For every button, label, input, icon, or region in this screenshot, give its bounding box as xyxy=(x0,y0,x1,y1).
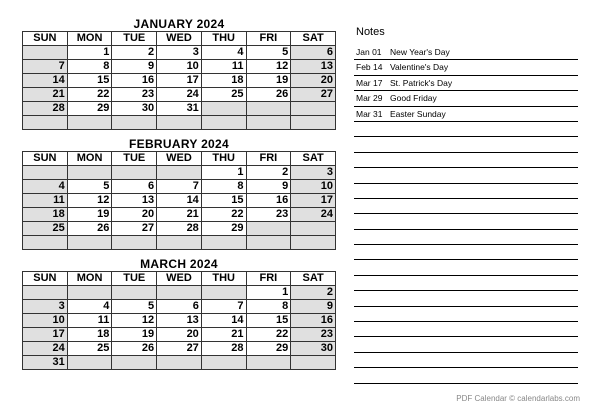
day-header: FRI xyxy=(246,272,291,286)
day-cell: 31 xyxy=(157,102,202,116)
day-cell: 29 xyxy=(67,102,112,116)
day-cell: 10 xyxy=(23,314,68,328)
day-cell: 22 xyxy=(246,328,291,342)
note-entry xyxy=(354,60,578,75)
day-cell: 1 xyxy=(67,46,112,60)
day-header: TUE xyxy=(112,32,157,46)
note-date: Feb 14 xyxy=(356,62,383,73)
day-cell: 22 xyxy=(201,208,246,222)
day-cell: 29 xyxy=(201,222,246,236)
note-text: Good Friday xyxy=(390,93,437,104)
day-cell: 11 xyxy=(67,314,112,328)
day-cell: 28 xyxy=(157,222,202,236)
day-cell: 8 xyxy=(246,300,291,314)
day-header: TUE xyxy=(112,272,157,286)
day-cell: 18 xyxy=(67,328,112,342)
note-entry xyxy=(354,76,578,91)
day-cell: 9 xyxy=(291,300,336,314)
day-cell: 14 xyxy=(23,74,68,88)
day-cell: 13 xyxy=(157,314,202,328)
day-cell: 16 xyxy=(246,194,291,208)
week-row xyxy=(23,314,336,328)
day-cell: 4 xyxy=(201,46,246,60)
day-cell: 2 xyxy=(112,46,157,60)
day-cell: 23 xyxy=(246,208,291,222)
empty-cell xyxy=(157,236,202,250)
week-row xyxy=(23,166,336,180)
empty-cell xyxy=(291,116,336,130)
empty-cell xyxy=(291,102,336,116)
day-cell: 13 xyxy=(112,194,157,208)
empty-cell xyxy=(291,356,336,370)
day-cell: 18 xyxy=(201,74,246,88)
empty-cell xyxy=(201,286,246,300)
note-blank-line xyxy=(354,122,578,137)
note-text: New Year's Day xyxy=(390,47,450,57)
note-blank-line xyxy=(354,153,578,168)
empty-cell xyxy=(157,356,202,370)
day-cell: 21 xyxy=(23,88,68,102)
day-cell: 16 xyxy=(291,314,336,328)
empty-cell xyxy=(23,286,68,300)
day-cell: 14 xyxy=(201,314,246,328)
day-cell: 15 xyxy=(201,194,246,208)
day-cell: 23 xyxy=(112,88,157,102)
empty-cell xyxy=(67,166,112,180)
day-cell: 3 xyxy=(157,46,202,60)
week-row xyxy=(23,102,336,116)
note-blank-line xyxy=(354,168,578,183)
day-cell: 6 xyxy=(112,180,157,194)
week-row xyxy=(23,286,336,300)
note-blank-line xyxy=(354,307,578,322)
day-cell: 24 xyxy=(291,208,336,222)
day-cell: 21 xyxy=(201,328,246,342)
note-date: Mar 31 xyxy=(356,108,383,119)
note-text: Easter Sunday xyxy=(390,108,446,119)
day-cell: 9 xyxy=(112,60,157,74)
note-entry xyxy=(354,91,578,106)
empty-cell xyxy=(291,236,336,250)
day-header: MON xyxy=(67,272,112,286)
day-cell: 15 xyxy=(67,74,112,88)
day-cell: 9 xyxy=(246,180,291,194)
week-row xyxy=(23,116,336,130)
week-row xyxy=(23,88,336,102)
empty-cell xyxy=(246,116,291,130)
empty-cell xyxy=(157,286,202,300)
note-text: Valentine's Day xyxy=(390,62,449,73)
notes-list xyxy=(354,45,578,384)
day-cell: 11 xyxy=(23,194,68,208)
note-blank-line xyxy=(354,137,578,152)
empty-cell xyxy=(23,46,68,60)
day-cell: 16 xyxy=(112,74,157,88)
day-header: WED xyxy=(157,152,202,166)
day-cell: 5 xyxy=(112,300,157,314)
day-header: TUE xyxy=(112,152,157,166)
footer-credit: PDF Calendar © calendarlabs.com xyxy=(456,394,580,403)
week-row xyxy=(23,180,336,194)
day-cell: 22 xyxy=(67,88,112,102)
day-header: WED xyxy=(157,272,202,286)
day-header: SUN xyxy=(23,32,68,46)
day-header: SAT xyxy=(291,272,336,286)
note-blank-line xyxy=(354,230,578,245)
empty-cell xyxy=(112,236,157,250)
day-cell: 19 xyxy=(67,208,112,222)
note-blank-line xyxy=(354,199,578,214)
week-row xyxy=(23,208,336,222)
day-cell: 7 xyxy=(157,180,202,194)
note-blank-line xyxy=(354,214,578,229)
day-cell: 7 xyxy=(23,60,68,74)
day-header: SUN xyxy=(23,152,68,166)
note-blank-line xyxy=(354,291,578,306)
empty-cell xyxy=(201,116,246,130)
note-date: Jan 01 xyxy=(356,47,382,57)
day-cell: 12 xyxy=(112,314,157,328)
day-header: SAT xyxy=(291,32,336,46)
day-header: MON xyxy=(67,32,112,46)
day-cell: 28 xyxy=(23,102,68,116)
empty-cell xyxy=(201,356,246,370)
month-grid xyxy=(22,271,336,370)
week-row xyxy=(23,300,336,314)
day-cell: 1 xyxy=(201,166,246,180)
day-cell: 8 xyxy=(201,180,246,194)
day-cell: 24 xyxy=(23,342,68,356)
day-cell: 10 xyxy=(291,180,336,194)
calendar-january xyxy=(22,17,336,130)
day-cell: 31 xyxy=(23,356,68,370)
day-cell: 27 xyxy=(112,222,157,236)
day-cell: 4 xyxy=(23,180,68,194)
day-cell: 25 xyxy=(23,222,68,236)
day-cell: 23 xyxy=(291,328,336,342)
day-cell: 3 xyxy=(291,166,336,180)
calendar-february xyxy=(22,137,336,250)
day-cell: 30 xyxy=(112,102,157,116)
note-blank-line xyxy=(354,353,578,368)
day-cell: 19 xyxy=(246,74,291,88)
month-title: MARCH 2024 xyxy=(140,257,218,271)
week-row xyxy=(23,60,336,74)
month-grid xyxy=(22,151,336,250)
day-cell: 12 xyxy=(246,60,291,74)
day-cell: 19 xyxy=(112,328,157,342)
day-cell: 20 xyxy=(157,328,202,342)
day-cell: 2 xyxy=(246,166,291,180)
week-row xyxy=(23,356,336,370)
empty-cell xyxy=(23,116,68,130)
empty-cell xyxy=(112,166,157,180)
note-entry xyxy=(354,107,578,122)
day-cell: 28 xyxy=(201,342,246,356)
day-cell: 17 xyxy=(157,74,202,88)
empty-cell xyxy=(112,116,157,130)
empty-cell xyxy=(157,116,202,130)
empty-cell xyxy=(23,236,68,250)
day-cell: 21 xyxy=(157,208,202,222)
day-cell: 17 xyxy=(291,194,336,208)
day-header: SUN xyxy=(23,272,68,286)
day-header: THU xyxy=(201,272,246,286)
day-cell: 10 xyxy=(157,60,202,74)
day-header: FRI xyxy=(246,32,291,46)
day-header: FRI xyxy=(246,152,291,166)
day-cell: 18 xyxy=(23,208,68,222)
day-cell: 11 xyxy=(201,60,246,74)
empty-cell xyxy=(67,116,112,130)
day-cell: 14 xyxy=(157,194,202,208)
day-cell: 8 xyxy=(67,60,112,74)
day-cell: 26 xyxy=(67,222,112,236)
day-cell: 5 xyxy=(246,46,291,60)
note-blank-line xyxy=(354,322,578,337)
note-entry xyxy=(354,45,578,60)
day-cell: 13 xyxy=(291,60,336,74)
day-cell: 4 xyxy=(67,300,112,314)
note-blank-line xyxy=(354,276,578,291)
day-cell: 15 xyxy=(246,314,291,328)
day-cell: 29 xyxy=(246,342,291,356)
note-blank-line xyxy=(354,260,578,275)
week-row xyxy=(23,74,336,88)
empty-cell xyxy=(246,356,291,370)
day-cell: 27 xyxy=(157,342,202,356)
empty-cell xyxy=(246,222,291,236)
calendar-march xyxy=(22,257,336,370)
empty-cell xyxy=(67,286,112,300)
day-cell: 30 xyxy=(291,342,336,356)
note-blank-line xyxy=(354,184,578,199)
month-title: JANUARY 2024 xyxy=(133,17,225,31)
week-row xyxy=(23,46,336,60)
week-row xyxy=(23,236,336,250)
day-cell: 27 xyxy=(291,88,336,102)
month-grid xyxy=(22,31,336,130)
note-blank-line xyxy=(354,368,578,383)
day-cell: 17 xyxy=(23,328,68,342)
day-cell: 5 xyxy=(67,180,112,194)
day-cell: 12 xyxy=(67,194,112,208)
note-blank-line xyxy=(354,245,578,260)
day-header: THU xyxy=(201,32,246,46)
empty-cell xyxy=(201,102,246,116)
note-text: St. Patrick's Day xyxy=(390,77,453,88)
day-header: MON xyxy=(67,152,112,166)
note-date: Mar 17 xyxy=(356,77,383,88)
empty-cell xyxy=(112,356,157,370)
week-row xyxy=(23,194,336,208)
empty-cell xyxy=(112,286,157,300)
empty-cell xyxy=(157,166,202,180)
week-row xyxy=(23,222,336,236)
note-blank-line xyxy=(354,337,578,352)
empty-cell xyxy=(67,356,112,370)
day-cell: 25 xyxy=(201,88,246,102)
empty-cell xyxy=(23,166,68,180)
day-header: SAT xyxy=(291,152,336,166)
day-cell: 24 xyxy=(157,88,202,102)
day-cell: 20 xyxy=(291,74,336,88)
week-row xyxy=(23,328,336,342)
empty-cell xyxy=(201,236,246,250)
day-cell: 6 xyxy=(291,46,336,60)
day-cell: 26 xyxy=(112,342,157,356)
month-title: FEBRUARY 2024 xyxy=(129,137,229,151)
day-header: THU xyxy=(201,152,246,166)
week-row xyxy=(23,342,336,356)
day-header: WED xyxy=(157,32,202,46)
day-cell: 25 xyxy=(67,342,112,356)
empty-cell xyxy=(246,236,291,250)
day-cell: 1 xyxy=(246,286,291,300)
day-cell: 6 xyxy=(157,300,202,314)
note-date: Mar 29 xyxy=(356,93,383,104)
day-cell: 7 xyxy=(201,300,246,314)
empty-cell xyxy=(291,222,336,236)
day-cell: 2 xyxy=(291,286,336,300)
day-cell: 26 xyxy=(246,88,291,102)
empty-cell xyxy=(246,102,291,116)
notes-title: Notes xyxy=(356,26,385,38)
day-cell: 3 xyxy=(23,300,68,314)
empty-cell xyxy=(67,236,112,250)
day-cell: 20 xyxy=(112,208,157,222)
